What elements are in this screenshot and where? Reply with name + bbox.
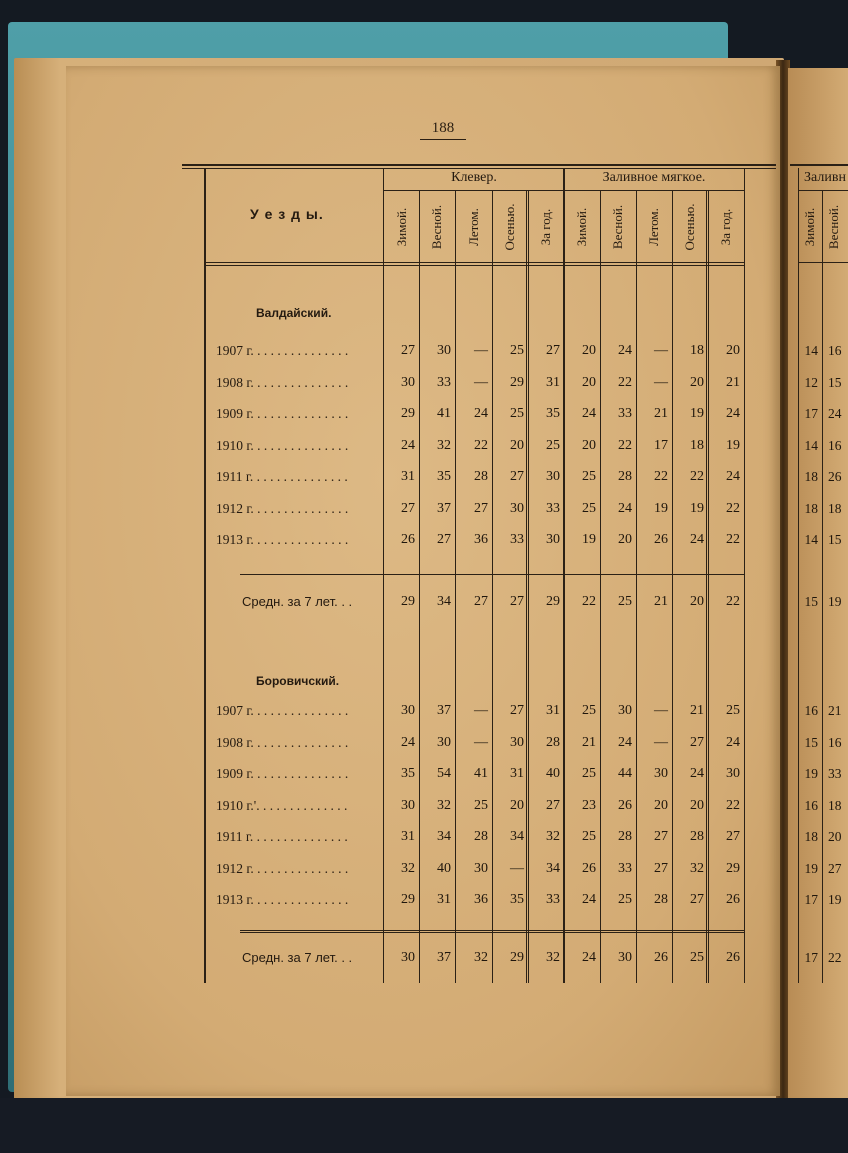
- table-cell: 24: [618, 343, 632, 358]
- table-cell: 24: [474, 406, 488, 421]
- row-label: 1908 г. . . . . . . . . . . . . . .: [216, 374, 349, 390]
- next-page-cell: 21: [828, 703, 842, 718]
- section-title: Валдайский.: [256, 306, 332, 320]
- section-title: Боровичский.: [256, 674, 340, 688]
- average-cell: 26: [726, 950, 740, 965]
- next-page-average-cell: 15: [804, 594, 818, 609]
- table-cell: 21: [654, 406, 668, 421]
- row-label: 1913 г. . . . . . . . . . . . . . .: [216, 892, 349, 907]
- table-cell: 30: [618, 703, 632, 718]
- table-cell: 18: [690, 343, 704, 358]
- table-cell: —: [654, 343, 668, 358]
- table-cell: 25: [726, 703, 740, 718]
- table-cell: 22: [726, 500, 740, 516]
- next-page-column-header: Зимой.: [802, 207, 817, 247]
- column-header: Осенью.: [502, 203, 517, 251]
- average-label: Средн. за 7 лет. . .: [242, 950, 353, 965]
- table-cell: 32: [690, 860, 704, 876]
- table-cell: 27: [474, 500, 488, 516]
- table-cell: 24: [618, 500, 632, 516]
- next-page-group-rule: [798, 190, 848, 191]
- row-label: 1912 г. . . . . . . . . . . . . . .: [216, 860, 349, 876]
- table-cell: 27: [726, 829, 740, 844]
- table-cell: 26: [654, 532, 668, 547]
- group-header-klever: Клевер.: [451, 170, 497, 185]
- table-cell: 32: [437, 437, 451, 453]
- table-cell: 30: [726, 766, 740, 781]
- row-label: 1913 г. . . . . . . . . . . . . . .: [216, 532, 349, 547]
- next-page-col-rule: [822, 190, 823, 983]
- table-cell: 30: [437, 734, 451, 750]
- table-cell: 25: [582, 500, 596, 516]
- table-cell: —: [510, 860, 524, 876]
- table-cell: 20: [726, 343, 740, 358]
- group-header-zalivnoe: Заливное мягкое.: [602, 170, 706, 185]
- column-rule-double: [526, 190, 527, 983]
- table-cell: 30: [510, 500, 524, 516]
- column-rule: [600, 190, 601, 983]
- table-cell: 24: [401, 437, 415, 453]
- column-rule: [708, 190, 709, 983]
- table-cell: 24: [401, 734, 415, 750]
- table-cell: 25: [510, 406, 524, 421]
- table-cell: 34: [546, 860, 560, 876]
- average-cell: 29: [401, 594, 415, 609]
- table-cell: 31: [510, 766, 524, 781]
- average-rule: [240, 930, 744, 931]
- table-cell: 27: [510, 469, 524, 484]
- table-cell: 17: [654, 437, 668, 453]
- table-cell: 30: [401, 374, 415, 390]
- table-cell: 20: [690, 797, 704, 813]
- table-cell: 27: [654, 829, 668, 844]
- table-cell: 33: [510, 532, 524, 547]
- row-label: 1907 г. . . . . . . . . . . . . . .: [216, 703, 349, 718]
- stub-header: У е з д ы.: [250, 206, 324, 222]
- row-label: 1908 г. . . . . . . . . . . . . . .: [216, 734, 349, 750]
- next-page-cell: 16: [828, 437, 842, 453]
- header-bottom-rule-2: [204, 265, 744, 266]
- next-page-cell: 18: [828, 797, 842, 813]
- table-cell: 41: [437, 406, 451, 421]
- table-cell: 27: [546, 797, 560, 813]
- column-header: Зимой.: [393, 207, 409, 247]
- table-left-border: [204, 168, 206, 983]
- table-cell: 27: [401, 343, 415, 358]
- next-page-cell: 33: [828, 766, 842, 781]
- table-cell: 25: [474, 797, 488, 813]
- table-cell: 19: [582, 532, 596, 547]
- average-cell: 32: [546, 950, 560, 965]
- average-cell: 24: [582, 950, 596, 965]
- table-cell: 30: [437, 343, 451, 358]
- table-cell: 26: [401, 532, 415, 547]
- page-number-rule: [420, 139, 466, 140]
- table-cell: 27: [690, 892, 704, 907]
- average-cell: 29: [510, 950, 524, 965]
- row-label: 1909 г. . . . . . . . . . . . . . .: [216, 406, 349, 421]
- table-cell: 30: [546, 469, 560, 484]
- table-cell: 20: [582, 374, 596, 390]
- table-cell: 28: [654, 892, 668, 907]
- column-header: Летом.: [646, 208, 661, 246]
- table-cell: 27: [690, 734, 704, 750]
- table-cell: 24: [726, 734, 740, 750]
- average-cell: 30: [618, 950, 632, 965]
- table-cell: 35: [510, 892, 524, 907]
- next-page-average-cell: 19: [828, 594, 842, 609]
- table-cell: 35: [437, 469, 451, 484]
- table-cell: 30: [510, 734, 524, 750]
- table-cell: 30: [654, 766, 668, 781]
- table-cell: —: [654, 734, 668, 750]
- next-page-cell: 14: [804, 437, 818, 453]
- table-cell: 41: [474, 766, 488, 781]
- average-cell: 29: [546, 594, 560, 609]
- table-cell: 25: [510, 343, 524, 358]
- next-page-cell: 17: [804, 892, 818, 907]
- average-label: Средн. за 7 лет. . .: [242, 594, 353, 609]
- table-cell: 36: [474, 892, 488, 907]
- column-rule: [672, 190, 673, 983]
- next-page-cell: 16: [804, 703, 818, 718]
- row-label: 1910 г.'. . . . . . . . . . . . . .: [216, 797, 348, 813]
- table-cell: 20: [582, 437, 596, 453]
- column-header: Осенью.: [682, 203, 697, 251]
- table-cell: 40: [437, 860, 451, 876]
- row-label: 1912 г. . . . . . . . . . . . . . .: [216, 500, 349, 516]
- table-cell: 30: [401, 797, 415, 813]
- table-cell: 27: [510, 703, 524, 718]
- average-cell: 22: [726, 594, 740, 609]
- next-page-cell: 15: [828, 532, 842, 547]
- table-cell: 31: [546, 374, 560, 390]
- next-page-cell: 19: [804, 860, 818, 876]
- table-cell: 37: [437, 500, 451, 516]
- table-cell: 25: [582, 703, 596, 718]
- table-cell: 33: [546, 892, 560, 907]
- table-cell: 18: [690, 437, 704, 453]
- next-page-cell: 16: [828, 734, 842, 750]
- average-cell: 27: [474, 594, 488, 609]
- table-cell: 28: [474, 469, 488, 484]
- table-cell: 27: [546, 343, 560, 358]
- table-cell: —: [474, 703, 488, 718]
- table-cell: —: [654, 374, 668, 390]
- table-cell: 19: [690, 500, 704, 516]
- table-cell: 20: [510, 797, 524, 813]
- table-cell: 25: [582, 469, 596, 484]
- row-label: 1909 г. . . . . . . . . . . . . . .: [216, 766, 349, 781]
- next-page-cell: 15: [828, 374, 842, 390]
- row-label: 1910 г. . . . . . . . . . . . . . .: [216, 437, 349, 453]
- average-cell: 25: [690, 950, 704, 965]
- table-cell: 54: [437, 766, 451, 781]
- table-cell: 30: [401, 703, 415, 718]
- table-cell: —: [474, 374, 488, 390]
- page-number: 188: [431, 120, 455, 136]
- table-cell: 22: [654, 469, 668, 484]
- table-cell: 37: [437, 703, 451, 718]
- average-cell: 27: [510, 594, 524, 609]
- column-rule: [419, 190, 420, 983]
- table-cell: 31: [401, 829, 415, 844]
- next-page-header-rule: [798, 262, 848, 263]
- table-cell: 21: [726, 374, 740, 390]
- stub-right-border: [383, 168, 384, 983]
- table-cell: 29: [401, 892, 415, 907]
- table-cell: 31: [437, 892, 451, 907]
- table-cell: 24: [690, 532, 704, 547]
- next-page-cell: 16: [804, 797, 818, 813]
- average-cell: 30: [401, 950, 415, 965]
- table-cell: 33: [618, 406, 632, 421]
- table-cell: 28: [546, 734, 560, 750]
- column-header: За год.: [538, 208, 553, 246]
- table-cell: 40: [546, 766, 560, 781]
- table-cell: 21: [690, 703, 704, 718]
- table-cell: 20: [654, 797, 668, 813]
- table-cell: 29: [510, 374, 524, 390]
- column-header: Весной.: [610, 204, 625, 250]
- table-cell: 34: [437, 829, 451, 844]
- table-cell: 31: [546, 703, 560, 718]
- column-rule-double: [706, 190, 707, 983]
- next-page-cell: 17: [804, 406, 818, 421]
- table-cell: —: [474, 343, 488, 358]
- table-cell: 24: [726, 469, 740, 484]
- average-cell: 32: [474, 950, 488, 965]
- table-cell: 24: [582, 406, 596, 421]
- table-cell: 25: [546, 437, 560, 453]
- table-cell: 33: [546, 500, 560, 516]
- next-page-cell: 18: [804, 829, 818, 844]
- section-divider-rule: [240, 932, 744, 933]
- next-page-cell: 24: [828, 406, 842, 421]
- next-page-cell: 16: [828, 343, 842, 358]
- table-cell: 20: [618, 532, 632, 547]
- column-header: Летом.: [465, 208, 481, 246]
- table-cell: 36: [474, 532, 488, 547]
- table-right-border: [744, 168, 745, 983]
- next-page-group-header: Заливн: [804, 170, 846, 185]
- column-rule: [455, 190, 456, 983]
- table-top-rule: [182, 164, 776, 166]
- column-rule: [636, 190, 637, 983]
- table-cell: 19: [726, 437, 740, 453]
- table-cell: 30: [546, 532, 560, 547]
- average-cell: 22: [582, 594, 596, 609]
- table-cell: 32: [546, 829, 560, 844]
- table-cell: 20: [510, 437, 524, 453]
- average-cell: 25: [618, 594, 632, 609]
- table-cell: 22: [726, 532, 740, 547]
- next-page-column-header: Весной.: [826, 204, 841, 250]
- table-top-rule-thin: [182, 168, 776, 169]
- average-cell: 34: [437, 594, 451, 609]
- next-page-cell: 15: [804, 734, 818, 750]
- table-cell: 23: [582, 797, 596, 813]
- table-cell: 44: [618, 766, 632, 781]
- table-cell: 34: [510, 829, 524, 844]
- table-cell: 28: [474, 829, 488, 844]
- table-cell: 28: [618, 469, 632, 484]
- table-cell: 22: [726, 797, 740, 813]
- row-label: 1907 г. . . . . . . . . . . . . . .: [216, 343, 349, 358]
- average-cell: 37: [437, 950, 451, 965]
- average-rule: [240, 574, 744, 575]
- next-page-cell: 14: [804, 532, 818, 547]
- row-label: 1911 г. . . . . . . . . . . . . . .: [216, 469, 348, 484]
- table-cell: 27: [437, 532, 451, 547]
- table-cell: 33: [437, 374, 451, 390]
- next-page-cell: 19: [828, 892, 842, 907]
- table-cell: 32: [437, 797, 451, 813]
- table-cell: 26: [726, 892, 740, 907]
- next-page-cell: 18: [828, 500, 842, 516]
- table-cell: 21: [582, 734, 596, 750]
- background-surface: [0, 1098, 848, 1153]
- table-cell: 32: [401, 860, 415, 876]
- table-cell: 33: [618, 860, 632, 876]
- average-cell: 20: [690, 594, 704, 609]
- next-page-top-rule: [790, 164, 848, 166]
- group-separator: [563, 168, 565, 983]
- column-header: Весной.: [429, 204, 444, 250]
- table-cell: —: [654, 703, 668, 718]
- next-page-average-cell: 22: [828, 950, 842, 965]
- next-page-cell: 19: [804, 766, 818, 781]
- table-cell: 29: [401, 406, 415, 421]
- table-cell: 28: [618, 829, 632, 844]
- table-cell: 28: [690, 829, 704, 844]
- row-label: 1911 г. . . . . . . . . . . . . . .: [216, 829, 348, 844]
- table-cell: 22: [618, 437, 632, 453]
- table-cell: 20: [582, 343, 596, 358]
- table-cell: 29: [726, 860, 740, 876]
- column-rule: [492, 190, 493, 983]
- table-cell: 25: [582, 829, 596, 844]
- table-cell: 24: [726, 406, 740, 421]
- table-cell: 24: [618, 734, 632, 750]
- table-cell: 19: [654, 500, 668, 516]
- next-page-cell: 14: [804, 343, 818, 358]
- table-cell: 24: [690, 766, 704, 781]
- column-header: Зимой.: [574, 207, 589, 247]
- next-page-cell: 26: [828, 469, 842, 484]
- next-page-left-border: [798, 168, 799, 983]
- next-page-cell: 18: [804, 500, 818, 516]
- header-bottom-rule: [204, 262, 744, 263]
- next-page-average-cell: 17: [804, 950, 818, 965]
- table-cell: 27: [654, 860, 668, 876]
- table-cell: 31: [401, 469, 415, 484]
- table-cell: 22: [474, 437, 488, 453]
- table-cell: 25: [582, 766, 596, 781]
- table-cell: 25: [618, 892, 632, 907]
- table-cell: 24: [582, 892, 596, 907]
- table-cell: 35: [401, 766, 415, 781]
- next-page-cell: 18: [804, 469, 818, 484]
- next-page-cell: 20: [828, 829, 842, 844]
- table-cell: 30: [474, 860, 488, 876]
- table-cell: 26: [618, 797, 632, 813]
- table-cell: 19: [690, 406, 704, 421]
- next-page-cell: 27: [828, 860, 842, 876]
- next-page-cell: 12: [804, 374, 818, 390]
- table-cell: 22: [618, 374, 632, 390]
- table-cell: 22: [690, 469, 704, 484]
- average-cell: 21: [654, 594, 668, 609]
- column-rule: [528, 190, 529, 983]
- average-cell: 26: [654, 950, 668, 965]
- table-cell: 27: [401, 500, 415, 516]
- table-cell: 20: [690, 374, 704, 390]
- table-cell: —: [474, 734, 488, 750]
- table-cell: 26: [582, 860, 596, 876]
- table-cell: 35: [546, 406, 560, 421]
- column-header: За год.: [718, 208, 733, 246]
